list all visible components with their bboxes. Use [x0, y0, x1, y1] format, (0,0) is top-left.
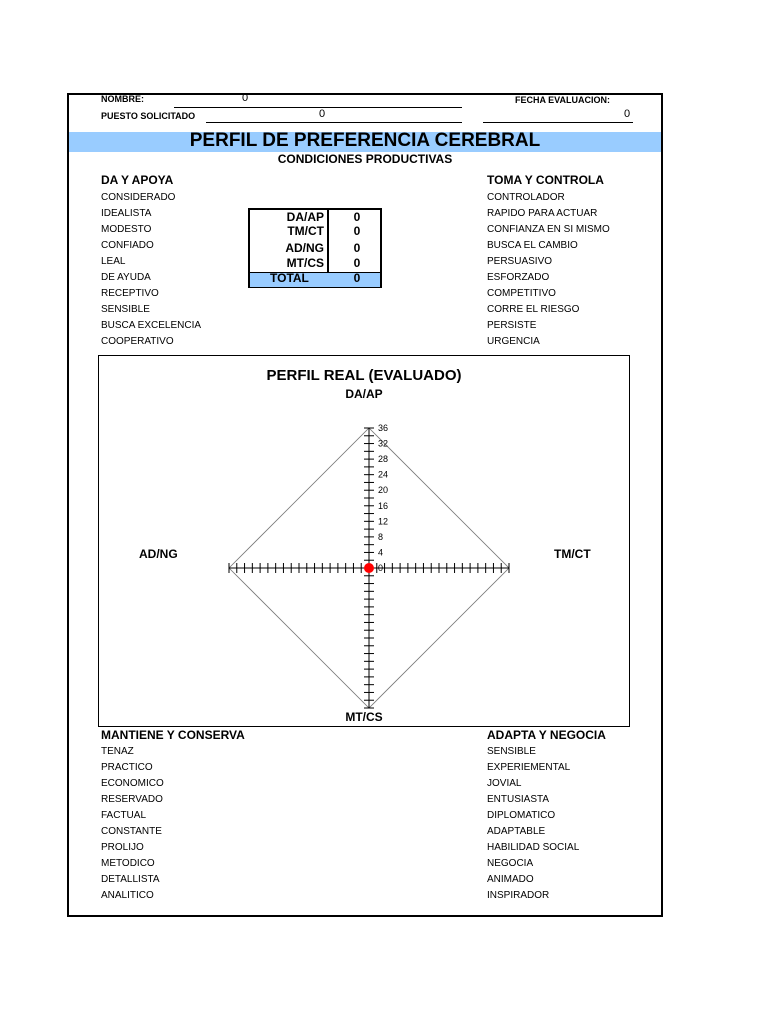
score-total-value: 0 [353, 271, 361, 285]
chart-title: PERFIL REAL (EVALUADO) [266, 367, 462, 384]
list-item: DETALLISTA [101, 874, 160, 885]
list-item: RAPIDO PARA ACTUAR [487, 208, 598, 219]
quadrant-heading-adapta-negocia: ADAPTA Y NEGOCIA [487, 728, 606, 742]
axis-tick-label: 12 [378, 516, 389, 527]
nombre-value[interactable]: 0 [242, 92, 249, 104]
list-item: PERSUASIVO [487, 256, 553, 267]
list-item: BUSCA EL CAMBIO [487, 240, 578, 251]
list-item: BUSCA EXCELENCIA [101, 320, 202, 331]
axis-tick-label: 24 [378, 469, 389, 480]
fecha-value[interactable]: 0 [624, 108, 631, 120]
nombre-label: NOMBRE: [101, 94, 144, 104]
list-item: RECEPTIVO [101, 288, 159, 299]
list-item: CONSIDERADO [101, 192, 176, 203]
list-item: DIPLOMATICO [487, 810, 556, 821]
score-label: AD/NG [285, 241, 324, 255]
list-item: URGENCIA [487, 336, 540, 347]
list-item: CONFIANZA EN SI MISMO [487, 224, 610, 235]
list-item: ANALITICO [101, 890, 154, 901]
list-item: TENAZ [101, 746, 134, 757]
list-item: JOVIAL [487, 778, 522, 789]
quadrant-list-adapta-negocia [487, 744, 579, 904]
axis-tick-label: 32 [378, 438, 389, 449]
list-item: IDEALISTA [101, 208, 152, 219]
axis-label-bottom: MT/CS [345, 710, 383, 724]
score-label: MT/CS [286, 256, 324, 270]
list-item: SENSIBLE [487, 746, 536, 757]
list-item: METODICO [101, 858, 155, 869]
page-subtitle: CONDICIONES PRODUCTIVAS [277, 152, 453, 166]
list-item: DE AYUDA [101, 272, 151, 283]
axis-label-right: TM/CT [554, 547, 591, 561]
quadrant-heading-mantiene-conserva: MANTIENE Y CONSERVA [101, 728, 245, 742]
data-point [364, 563, 374, 573]
score-value[interactable]: 0 [353, 210, 361, 224]
fecha-label: FECHA EVALUACION: [515, 95, 610, 105]
axis-tick-label: 4 [378, 547, 384, 558]
list-item: CORRE EL RIESGO [487, 304, 580, 315]
axis-tick-label: 8 [378, 531, 384, 542]
list-item: ECONOMICO [101, 778, 164, 789]
axis-tick-label: 28 [378, 454, 389, 465]
axis-tick-label: 36 [378, 423, 389, 433]
list-item: ADAPTABLE [487, 826, 546, 837]
score-total-label: TOTAL [270, 271, 309, 285]
axis-tick-label: 0 [378, 563, 384, 573]
list-item: HABILIDAD SOCIAL [487, 842, 580, 853]
list-item: COMPETITIVO [487, 288, 556, 299]
score-label: DA/AP [286, 210, 324, 224]
list-item: CONSTANTE [101, 826, 162, 837]
list-item: FACTUAL [101, 810, 147, 821]
list-item: EXPERIEMENTAL [487, 762, 571, 773]
list-item: CONFIADO [101, 240, 154, 251]
score-value[interactable]: 0 [353, 224, 361, 238]
puesto-value[interactable]: 0 [319, 108, 326, 120]
puesto-label: PUESTO SOLICITADO [101, 111, 196, 121]
list-item: RESERVADO [101, 794, 163, 805]
score-value[interactable]: 0 [353, 256, 361, 270]
axis-tick-label: 20 [378, 485, 389, 496]
quadrant-list-mantiene-conserva [101, 744, 164, 904]
list-item: INSPIRADOR [487, 890, 550, 901]
axis-tick-label: 16 [378, 500, 389, 511]
list-item: COOPERATIVO [101, 336, 174, 347]
quadrant-heading-toma-controla: TOMA Y CONTROLA [487, 173, 604, 187]
list-item: PROLIJO [101, 842, 144, 853]
page-title: PERFIL DE PREFERENCIA CEREBRAL [189, 130, 541, 151]
quadrant-heading-da-apoya: DA Y APOYA [101, 173, 174, 187]
list-item: PRACTICO [101, 762, 153, 773]
list-item: LEAL [101, 256, 126, 267]
list-item: ENTUSIASTA [487, 794, 550, 805]
list-item: NEGOCIA [487, 858, 534, 869]
axis-label-left: AD/NG [139, 547, 178, 561]
list-item: ESFORZADO [487, 272, 550, 283]
list-item: PERSISTE [487, 320, 537, 331]
list-item: MODESTO [101, 224, 152, 235]
score-label: TM/CT [287, 224, 324, 238]
score-value[interactable]: 0 [353, 241, 361, 255]
list-item: ANIMADO [487, 874, 534, 885]
list-item: SENSIBLE [101, 304, 150, 315]
axis-label-top: DA/AP [345, 387, 383, 401]
list-item: CONTROLADOR [487, 192, 565, 203]
